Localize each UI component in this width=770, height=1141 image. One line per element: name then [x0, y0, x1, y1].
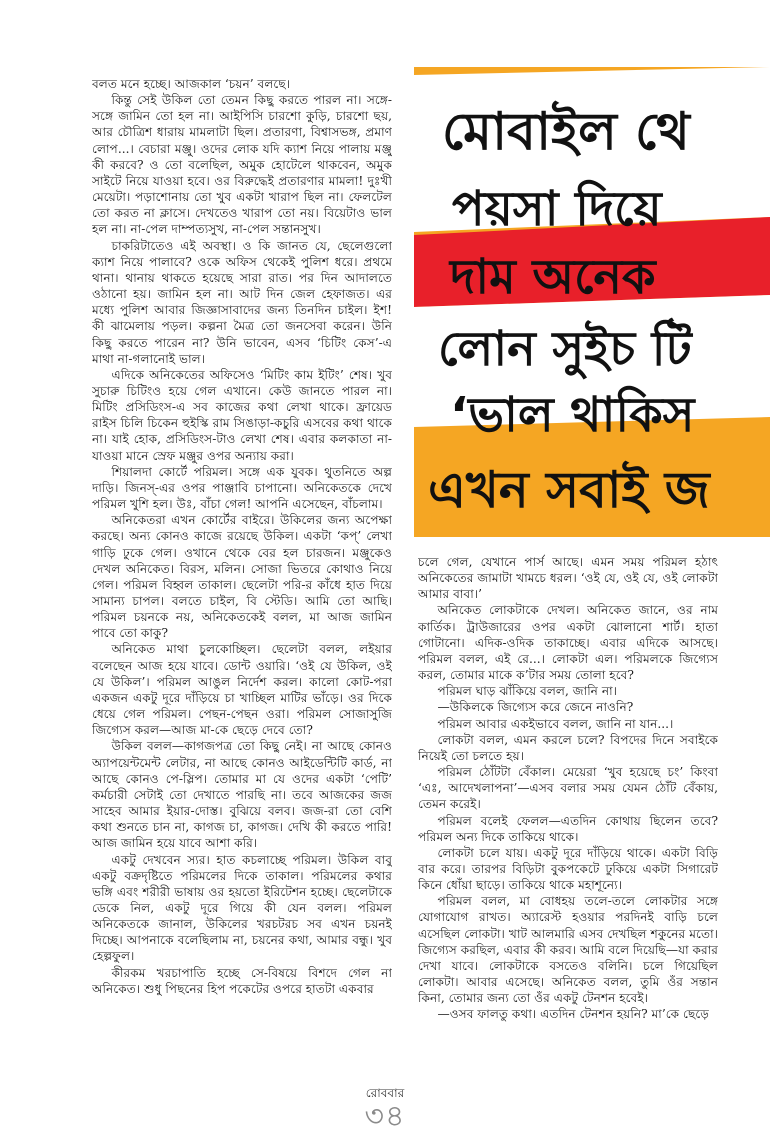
paragraph: এদিকে অনিকেতের অফিসেও ‘মিটিং কাম ইটিং’ শেষ। খুব সুচারু চিটিংও হয়ে গেল এখানে। কেউ জানতে পারল না। মিটিং প্রসিডিংস-এ সব কাজের কথা লেখা থাকে। ফ্রায়েড রাইস চিলি চিকেন হুইস্কি রাম সিঙাড়া-কচুরি এসবের কথা থাকে না। যাই হোক, প্রসিডিংস-টাও লেখা শেষ। এবার কলকাতা না-যাওয়া মানে স্রেফ মঞ্জুর ওপর অন্যায় করা।: [92, 367, 392, 463]
paragraph: অনিকেতরা এখন কোর্টের বাইরে। উকিলের জন্য অপেক্ষা করছে। অন্য কোনও কাজে রয়েছে উকিল। একটা ‘কপ্’ লেখা গাড়ি ঢুকে গেল। ওখানে থেকে বের হল চারজন। মঞ্জুকেও দেখল অনিকেত। বিরস, মলিন। সোজা ভিতরে কোথাও নিয়ে গেল। পরিমল বিহ্বল তাকাল। ছেলেটা পরি-র কাঁধে হাত দিয়ে সামান্য চাপল। বলতে চাইল, বি স্টেডি। আমি তো আছি। পরিমল চয়নকে নয়, অনিকেতকেই বলল, মা আজ জামিন পাবে তো কাকু?: [92, 513, 392, 641]
paragraph: লোকটা চলে যায়। একটু দূরে দাঁড়িয়ে থাকে। একটা বিড়ি বার করে। তারপর বিড়িটা বুকপকেটে ঢুকিয়ে একটা সিগারেট কিনে ধোঁয়া ছাড়ে। তাকিয়ে থাকে মহাশূন্যে।: [418, 845, 718, 893]
article-column-right: [418, 554, 718, 1079]
magazine-name: রোববার: [365, 1086, 405, 1100]
paragraph: পরিমল ঘাড় ঝাঁকিয়ে বলল, জানি না।: [437, 684, 617, 699]
paragraph: কিন্তু সেই উকিল তো তেমন কিছু করতে পারল না। সঙ্গে-সঙ্গে জামিন তো হল না। আইপিসি চারশো কুড়ি, চারশো ছয়, আর চৌত্রিশ ধারায় মামলাটা ছিল। প্রতারণা, বিশ্বাসভঙ্গ, প্রমাণ লোপ...। বেচারা মঞ্জু। ওদের লোক যদি ক্যাশ নিয়ে পালায় মঞ্জু কী করবে? ও তো বলেছিল, অমুক হোটেলে থাকবেন, অমুক সাইটে নিয়ে যাওয়া হবে। ওর বিরুদ্ধেই প্রতারণার মামলা! দুঃখী মেয়েটা। পড়াশোনায় তো খুব একটা খারাপ ছিল না। ফেলটেল তো করত না ক্লাসে। দেখতেও খারাপ তো নয়। বিয়েটাও ভাল হল না। না-পেল দাম্পত্যসুখ, না-পেল সন্তানসুখ।: [92, 93, 392, 237]
paragraph: অনিকেত লোকটাকে দেখল। অনিকেত জানে, ওর নাম কার্তিক। ট্রাউজারের ওপর একটা ঝোলানো শার্ট। হাতা গোটানো। এদিক-ওদিক তাকাচ্ছে। এবার এদিকে আসছে। পরিমল বলল, এই রে...। লোকটা এল। পরিমলকে জিগ্যেস করল, তোমার মাকে ক’টার সময় তোলা হবে?: [418, 603, 718, 683]
illustration-panel: [414, 67, 770, 537]
paragraph: চলে গেল, যেখানে পার্স আছে। এমন সময় পরিমল হঠাৎ অনিকেতের জামাটা খামচে ধরল। ‘ওই যে, ওই যে, ওই লোকটা আমার বাবা।’: [418, 555, 718, 602]
brush-lettering-artwork: [414, 67, 770, 537]
paragraph: বলত মনে হচ্ছে। আজকাল ‘চয়ন’ বলছে।: [92, 77, 291, 91]
paragraph: পরিমল আবার একইভাবে বলল, জানি না যান...।: [437, 716, 674, 731]
art-line-3: দাম অনেক: [450, 249, 656, 305]
paragraph: পরিমল বলেই ফেলল—এতদিন কোথায় ছিলেন তবে? পরিমল অন্য দিকে তাকিয়ে থাকে।: [418, 813, 718, 844]
art-line-2: পয়সা দিয়ে: [452, 181, 662, 237]
art-line-6: এখন সবাই জ: [428, 461, 710, 519]
art-line-1: মোবাইল থে: [442, 102, 690, 162]
paragraph: চাকরিটাতেও এই অবস্থা। ও কি জানত যে, ছেলেগুলো ক্যাশ নিয়ে পালাবে? ওকে অফিস থেকেই পুলিশ ধরে। প্রথমে থানা। থানায় থাকতে হয়েছে সারা রাত। পর দিন আদালতে ওঠানো হয়। জামিন হল না। আট দিন জেল হেফাজত। এর মধ্যে পুলিশ আবার জিজ্ঞাসাবাদের জন্য তিনদিন চাইল। ইশ! কী ঝামেলায় পড়ল। কল্পনা মৈত্র তো জনসেবা করেন। উনি কিছু করতে পারেন না? উনি ভাবেন, এসব ‘চিটিং কেস’-এ মাথা না-গলানোই ভাল।: [92, 238, 392, 366]
paragraph: লোকটা বলল, এমন করলে চলে? বিপদের দিনে সবাইকে নিয়েই তো চলতে হয়।: [418, 732, 718, 763]
paragraph: —ওসব ফালতু কথা। এতদিন টেনশন হয়নি? মা’কে ছেড়ে: [437, 1007, 709, 1022]
paragraph: একটু দেখবেন স্যর। হাত কচলাচ্ছে পরিমল। উকিল বাবু একটু বক্রদৃষ্টিতে পরিমলের দিকে তাকাল। পরিমলের কথার ভঙ্গি এবং শরীরী ভাষায় ওর হয়তো ইরিটেশন হচ্ছে। ছেলেটাকে ডেকে নিল, একটু দূরে গিয়ে কী যেন বলল। পরিমল অনিকেতকে জানাল, উকিলের খরচটরচ সব এখন চয়নই দিচ্ছে। আপনাকে বলেছিলাম না, চয়নের কথা, আমার বন্ধু। খুব হেল্পফুল।: [92, 852, 392, 964]
paragraph: —উকিলকে জিগ্যেস করে জেনে নাওনি?: [437, 700, 634, 715]
page-footer: [0, 1085, 770, 1133]
article-column-left: [92, 76, 392, 1079]
paragraph: অনিকেত মাথা চুলকোচ্ছিল। ছেলেটা বলল, লইয়ার বলেছেন আজ হয়ে যাবে। ডোন্ট ওয়ারি। ‘ওই যে উকিল, ওই যে উকিল’। পরিমল আঙুল নির্দেশ করল। কালো কোট-পরা একজন একটু দূরে দাঁড়িয়ে চা খাচ্ছিল মাটির ভাঁড়ে। ওর দিকে ধেয়ে গেল পরিমল। পেছন-পেছন ওরা। পরিমল সোজাসুজি জিগ্যেস করল—আজ মা-কে ছেড়ে দেবে তো?: [92, 642, 392, 738]
paragraph: উকিল বলল—কাগজপত্র তো কিছু নেই। না আছে কোনও অ্যাপয়েন্টমেন্ট লেটার, না আছে কোনও আইডেন্টিটি কার্ড, না আছে কোনও পে-স্লিপ। তোমার মা যে ওদের একটা ‘পেটি’ কর্মচারী সেটাই তো দেখাতে পারছি না। তবে আজকের জজ সাহেব আমার ইয়ার-দোস্ত। বুঝিয়ে বলব। জজ-রা তো বেশি কথা শুনতে চান না, কাগজ চা, কাগজ। দেখি কী করতে পারি! আজ জামিন হয়ে যাবে আশা করি।: [92, 739, 392, 851]
art-line-4: লোন সুইচ টি: [438, 321, 692, 377]
paragraph: পরিমল বলল, মা বোধহয় তলে-তলে লোকটার সঙ্গে যোগাযোগ রাখত। অ্যারেস্ট হওয়ার পরদিনই বাড়ি চলে এসেছিল লোকটা। খাট আলমারি এসব দেখছিল শকুনের মতো। জিগ্যেস করছিল, এবার কী করব। আমি বলে দিয়েছি—যা করার দেখা যাবে। লোকটাকে বসতেও বলিনি। চলে গিয়েছিল লোকটা। আবার এসেছে। অনিকেত বলল, তুমি ওঁর সন্তান কিনা, তোমার জন্য তো ওঁর একটু টেনশন হবেই।: [418, 894, 718, 1006]
paragraph: পরিমল ঠোঁটটা বেঁকাল। মেয়েরা ‘খুব হয়েছে চং’ কিংবা ‘এঃ, আদেখলাপনা’—এসব বলার সময় যেমন ঠোঁট বেঁকায়, তেমন করেই।: [418, 765, 718, 812]
paragraph: শিয়ালদা কোর্টে পরিমল। সঙ্গে এক যুবক। থুতনিতে অল্প দাড়ি। জিনস্-এর ওপর পাঞ্জাবি চাপানো। অনিকেতকে দেখে পরিমল খুশি হল। উঃ, বাঁচা গেল! আপনি এসেছেন, বাঁচলাম।: [92, 464, 392, 512]
page-number: ৩৪: [364, 1099, 406, 1134]
art-line-5: ‘ভাল থাকিস: [450, 387, 695, 443]
paragraph: কীরকম খরচাপাতি হচ্ছে সে-বিষয়ে বিশদে গেল না অনিকেত। শুধু পিছনের হিপ পকেটের ওপরে হাতটা একবার: [92, 965, 392, 996]
